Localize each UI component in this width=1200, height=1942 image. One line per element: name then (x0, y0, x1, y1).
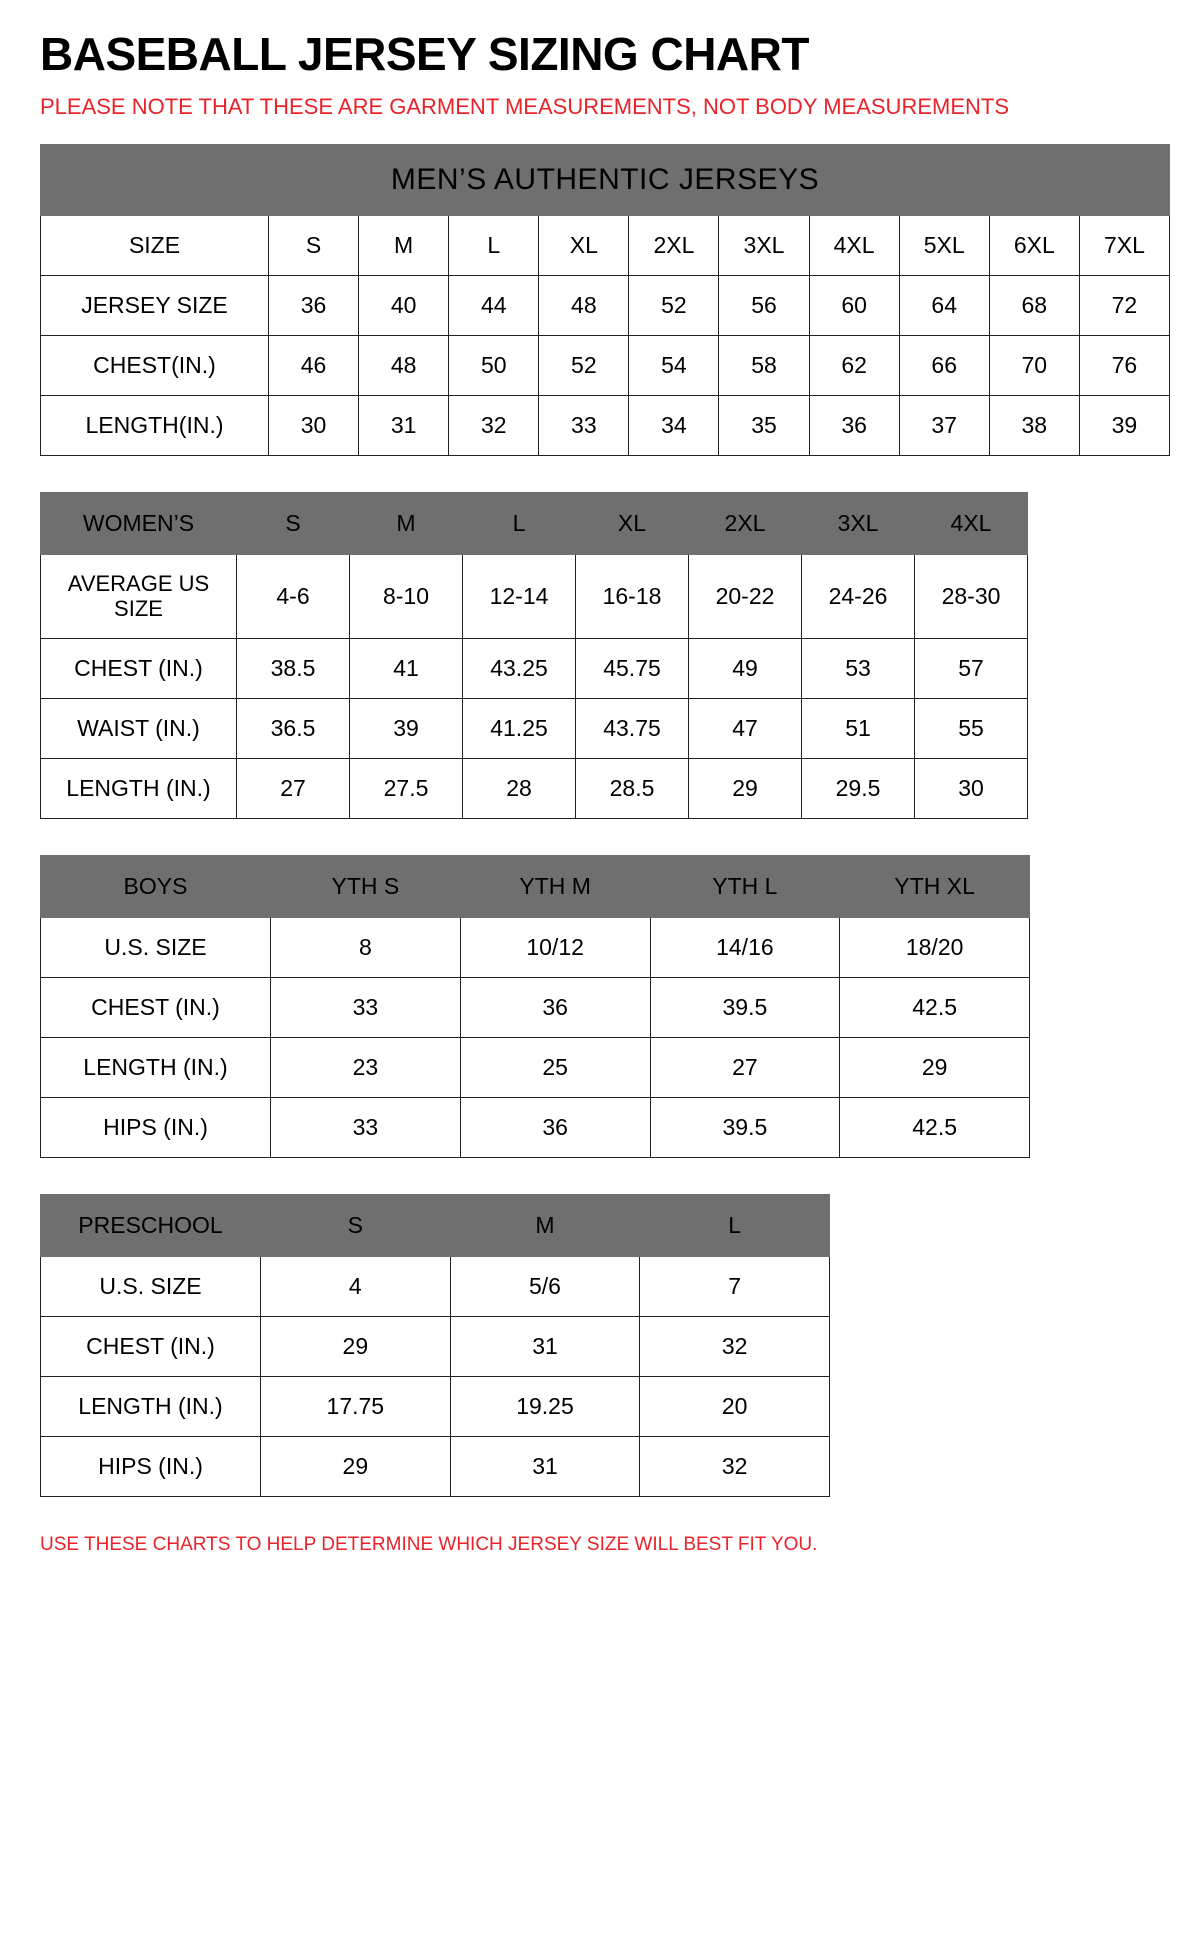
cell: 64 (899, 275, 989, 335)
cell: 49 (689, 638, 802, 698)
cell: 58 (719, 335, 809, 395)
cell: 10/12 (460, 917, 650, 977)
cell: 34 (629, 395, 719, 455)
mens-size-6xl: 6XL (989, 215, 1079, 275)
table-header-row (41, 855, 1030, 917)
cell: 29.5 (802, 758, 915, 818)
cell: 18/20 (840, 917, 1030, 977)
boys-header-label: BOYS (41, 855, 271, 917)
womens-size-m: M (350, 492, 463, 554)
cell: 39.5 (650, 1097, 840, 1157)
table-row (41, 977, 1030, 1037)
mens-size-l: L (449, 215, 539, 275)
table-row (41, 1037, 1030, 1097)
cell: 33 (271, 977, 461, 1037)
cell: 40 (359, 275, 449, 335)
boys-size-yth-xl: YTH XL (840, 855, 1030, 917)
womens-size-3xl: 3XL (802, 492, 915, 554)
table-row (41, 698, 1028, 758)
table-row (41, 1256, 830, 1316)
cell: 39 (350, 698, 463, 758)
cell: 33 (271, 1097, 461, 1157)
cell: 38.5 (237, 638, 350, 698)
cell: 62 (809, 335, 899, 395)
table-row (41, 275, 1170, 335)
womens-size-4xl: 4XL (915, 492, 1028, 554)
cell: 27 (237, 758, 350, 818)
mens-row-label-1: CHEST(IN.) (41, 335, 269, 395)
cell: 53 (802, 638, 915, 698)
cell: 56 (719, 275, 809, 335)
cell: 16-18 (576, 554, 689, 638)
table-row (41, 1097, 1030, 1157)
cell: 36 (809, 395, 899, 455)
table-row (41, 917, 1030, 977)
cell: 23 (271, 1037, 461, 1097)
cell: 38 (989, 395, 1079, 455)
cell: 57 (915, 638, 1028, 698)
boys-row-label-3: HIPS (IN.) (41, 1097, 271, 1157)
cell: 32 (640, 1436, 830, 1496)
womens-row-label-1: CHEST (IN.) (41, 638, 237, 698)
cell: 32 (640, 1316, 830, 1376)
mens-size-2xl: 2XL (629, 215, 719, 275)
cell: 42.5 (840, 977, 1030, 1037)
cell: 29 (261, 1436, 451, 1496)
cell: 30 (915, 758, 1028, 818)
cell: 66 (899, 335, 989, 395)
cell: 20-22 (689, 554, 802, 638)
preschool-size-m: M (450, 1194, 640, 1256)
cell: 30 (269, 395, 359, 455)
cell: 28 (463, 758, 576, 818)
mens-size-7xl: 7XL (1079, 215, 1169, 275)
boys-size-yth-m: YTH M (460, 855, 650, 917)
table-row (41, 1436, 830, 1496)
cell: 20 (640, 1376, 830, 1436)
preschool-row-label-0: U.S. SIZE (41, 1256, 261, 1316)
cell: 70 (989, 335, 1079, 395)
preschool-row-label-2: LENGTH (IN.) (41, 1376, 261, 1436)
cell: 31 (450, 1436, 640, 1496)
cell: 41 (350, 638, 463, 698)
table-row (41, 215, 1170, 275)
mens-size-4xl: 4XL (809, 215, 899, 275)
cell: 24-26 (802, 554, 915, 638)
boys-row-label-1: CHEST (IN.) (41, 977, 271, 1037)
cell: 29 (261, 1316, 451, 1376)
cell: 39 (1079, 395, 1169, 455)
womens-row-label-3: LENGTH (IN.) (41, 758, 237, 818)
mens-banner: MEN’S AUTHENTIC JERSEYS (41, 144, 1170, 215)
cell: 33 (539, 395, 629, 455)
page-title: BASEBALL JERSEY SIZING CHART (40, 28, 809, 80)
boys-row-label-0: U.S. SIZE (41, 917, 271, 977)
table-row (41, 1376, 830, 1436)
cell: 28.5 (576, 758, 689, 818)
womens-row-label-0: AVERAGE US SIZE (41, 554, 237, 638)
cell: 25 (460, 1037, 650, 1097)
cell: 42.5 (840, 1097, 1030, 1157)
table-row (41, 1316, 830, 1376)
table-header-row (41, 1194, 830, 1256)
table-row (41, 554, 1028, 638)
preschool-row-label-3: HIPS (IN.) (41, 1436, 261, 1496)
mens-row-label-0: JERSEY SIZE (41, 275, 269, 335)
boys-size-table (40, 855, 1030, 1158)
cell: 68 (989, 275, 1079, 335)
cell: 72 (1079, 275, 1169, 335)
table-row (41, 335, 1170, 395)
cell: 50 (449, 335, 539, 395)
cell: 8-10 (350, 554, 463, 638)
garment-measurement-note: PLEASE NOTE THAT THESE ARE GARMENT MEASUREMENTS, NOT BODY MEASUREMENTS (40, 94, 1010, 120)
cell: 31 (450, 1316, 640, 1376)
womens-size-s: S (237, 492, 350, 554)
cell: 55 (915, 698, 1028, 758)
cell: 8 (271, 917, 461, 977)
cell: 47 (689, 698, 802, 758)
cell: 35 (719, 395, 809, 455)
cell: 19.25 (450, 1376, 640, 1436)
womens-size-2xl: 2XL (689, 492, 802, 554)
cell: 29 (840, 1037, 1030, 1097)
cell: 76 (1079, 335, 1169, 395)
cell: 46 (269, 335, 359, 395)
womens-size-l: L (463, 492, 576, 554)
mens-size-s: S (269, 215, 359, 275)
table-banner-row (41, 144, 1170, 215)
mens-size-m: M (359, 215, 449, 275)
cell: 7 (640, 1256, 830, 1316)
cell: 36 (460, 977, 650, 1037)
cell: 48 (539, 275, 629, 335)
womens-header-label: WOMEN’S (41, 492, 237, 554)
cell: 4-6 (237, 554, 350, 638)
cell: 36 (269, 275, 359, 335)
cell: 17.75 (261, 1376, 451, 1436)
cell: 43.75 (576, 698, 689, 758)
cell: 39.5 (650, 977, 840, 1037)
cell: 52 (539, 335, 629, 395)
table-row (41, 395, 1170, 455)
cell: 31 (359, 395, 449, 455)
preschool-size-table (40, 1194, 830, 1497)
womens-row-label-2: WAIST (IN.) (41, 698, 237, 758)
cell: 5/6 (450, 1256, 640, 1316)
mens-size-label: SIZE (41, 215, 269, 275)
mens-size-5xl: 5XL (899, 215, 989, 275)
table-row (41, 638, 1028, 698)
cell: 54 (629, 335, 719, 395)
preschool-size-s: S (261, 1194, 451, 1256)
cell: 36 (460, 1097, 650, 1157)
preschool-row-label-1: CHEST (IN.) (41, 1316, 261, 1376)
cell: 60 (809, 275, 899, 335)
preschool-size-l: L (640, 1194, 830, 1256)
mens-size-3xl: 3XL (719, 215, 809, 275)
cell: 45.75 (576, 638, 689, 698)
cell: 12-14 (463, 554, 576, 638)
mens-size-xl: XL (539, 215, 629, 275)
boys-size-yth-l: YTH L (650, 855, 840, 917)
cell: 27.5 (350, 758, 463, 818)
table-header-row (41, 492, 1028, 554)
cell: 14/16 (650, 917, 840, 977)
cell: 29 (689, 758, 802, 818)
mens-size-table (40, 144, 1170, 456)
preschool-header-label: PRESCHOOL (41, 1194, 261, 1256)
cell: 28-30 (915, 554, 1028, 638)
boys-size-yth-s: YTH S (271, 855, 461, 917)
cell: 27 (650, 1037, 840, 1097)
womens-size-table (40, 492, 1028, 819)
cell: 52 (629, 275, 719, 335)
boys-row-label-2: LENGTH (IN.) (41, 1037, 271, 1097)
footer-note: USE THESE CHARTS TO HELP DETERMINE WHICH JERSEY SIZE WILL BEST FIT YOU. (40, 1533, 818, 1555)
cell: 4 (261, 1256, 451, 1316)
table-row (41, 758, 1028, 818)
mens-row-label-2: LENGTH(IN.) (41, 395, 269, 455)
cell: 36.5 (237, 698, 350, 758)
cell: 51 (802, 698, 915, 758)
cell: 37 (899, 395, 989, 455)
womens-size-xl: XL (576, 492, 689, 554)
cell: 44 (449, 275, 539, 335)
cell: 32 (449, 395, 539, 455)
cell: 48 (359, 335, 449, 395)
cell: 41.25 (463, 698, 576, 758)
cell: 43.25 (463, 638, 576, 698)
